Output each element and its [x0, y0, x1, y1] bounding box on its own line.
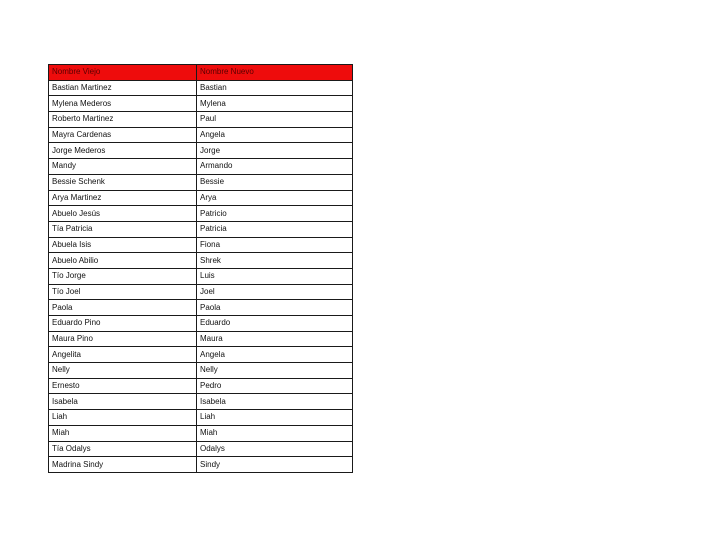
old-name-cell: Paola [49, 300, 197, 316]
old-name-cell: Mayra Cardenas [49, 127, 197, 143]
new-name-cell: Shrek [197, 253, 353, 269]
table-row [49, 410, 353, 426]
new-name-cell: Angela [197, 127, 353, 143]
table-row [49, 300, 353, 316]
new-name-cell: Eduardo [197, 316, 353, 332]
new-name-cell: Nelly [197, 363, 353, 379]
table-row [49, 221, 353, 237]
table-row [49, 441, 353, 457]
header-new-name: Nombre Nuevo [197, 65, 353, 81]
old-name-cell: Madrina Sindy [49, 457, 197, 473]
old-name-cell: Mandy [49, 159, 197, 175]
new-name-cell: Paul [197, 112, 353, 128]
old-name-cell: Bessie Schenk [49, 174, 197, 190]
old-name-cell: Nelly [49, 363, 197, 379]
old-name-cell: Tía Patricia [49, 221, 197, 237]
table-row [49, 96, 353, 112]
new-name-cell: Miah [197, 425, 353, 441]
table-row [49, 159, 353, 175]
table-row [49, 112, 353, 128]
old-name-cell: Bastian Martinez [49, 80, 197, 96]
table-row [49, 378, 353, 394]
new-name-cell: Odalys [197, 441, 353, 457]
table-row [49, 268, 353, 284]
old-name-cell: Arya Martinez [49, 190, 197, 206]
old-name-cell: Ernesto [49, 378, 197, 394]
new-name-cell: Mylena [197, 96, 353, 112]
old-name-cell: Abuela Isis [49, 237, 197, 253]
table-row [49, 363, 353, 379]
table-row [49, 237, 353, 253]
table-row [49, 206, 353, 222]
new-name-cell: Liah [197, 410, 353, 426]
table-row [49, 80, 353, 96]
new-name-cell: Bessie [197, 174, 353, 190]
old-name-cell: Abuelo Jesús [49, 206, 197, 222]
old-name-cell: Maura Pino [49, 331, 197, 347]
table-row [49, 347, 353, 363]
new-name-cell: Patricia [197, 221, 353, 237]
new-name-cell: Patricio [197, 206, 353, 222]
table-body [49, 80, 353, 472]
table-row [49, 174, 353, 190]
old-name-cell: Tío Jorge [49, 268, 197, 284]
table-row [49, 394, 353, 410]
new-name-cell: Bastian [197, 80, 353, 96]
table-row [49, 425, 353, 441]
old-name-cell: Tío Joel [49, 284, 197, 300]
new-name-cell: Joel [197, 284, 353, 300]
old-name-cell: Jorge Mederos [49, 143, 197, 159]
old-name-cell: Miah [49, 425, 197, 441]
new-name-cell: Luis [197, 268, 353, 284]
old-name-cell: Abuelo Abilio [49, 253, 197, 269]
table-row [49, 143, 353, 159]
new-name-cell: Arya [197, 190, 353, 206]
new-name-cell: Isabela [197, 394, 353, 410]
header-old-name: Nombre Viejo [49, 65, 197, 81]
new-name-cell: Maura [197, 331, 353, 347]
new-name-cell: Fiona [197, 237, 353, 253]
new-name-cell: Paola [197, 300, 353, 316]
table-row [49, 331, 353, 347]
old-name-cell: Roberto Martinez [49, 112, 197, 128]
old-name-cell: Liah [49, 410, 197, 426]
names-table [48, 64, 353, 473]
header-row [49, 65, 353, 81]
old-name-cell: Isabela [49, 394, 197, 410]
table-row [49, 316, 353, 332]
table-row [49, 127, 353, 143]
new-name-cell: Pedro [197, 378, 353, 394]
table-row [49, 190, 353, 206]
old-name-cell: Eduardo Pino [49, 316, 197, 332]
table-row [49, 457, 353, 473]
new-name-cell: Sindy [197, 457, 353, 473]
new-name-cell: Jorge [197, 143, 353, 159]
new-name-cell: Armando [197, 159, 353, 175]
old-name-cell: Angelita [49, 347, 197, 363]
new-name-cell: Angela [197, 347, 353, 363]
old-name-cell: Tía Odalys [49, 441, 197, 457]
table-row [49, 253, 353, 269]
table-row [49, 284, 353, 300]
old-name-cell: Mylena Mederos [49, 96, 197, 112]
